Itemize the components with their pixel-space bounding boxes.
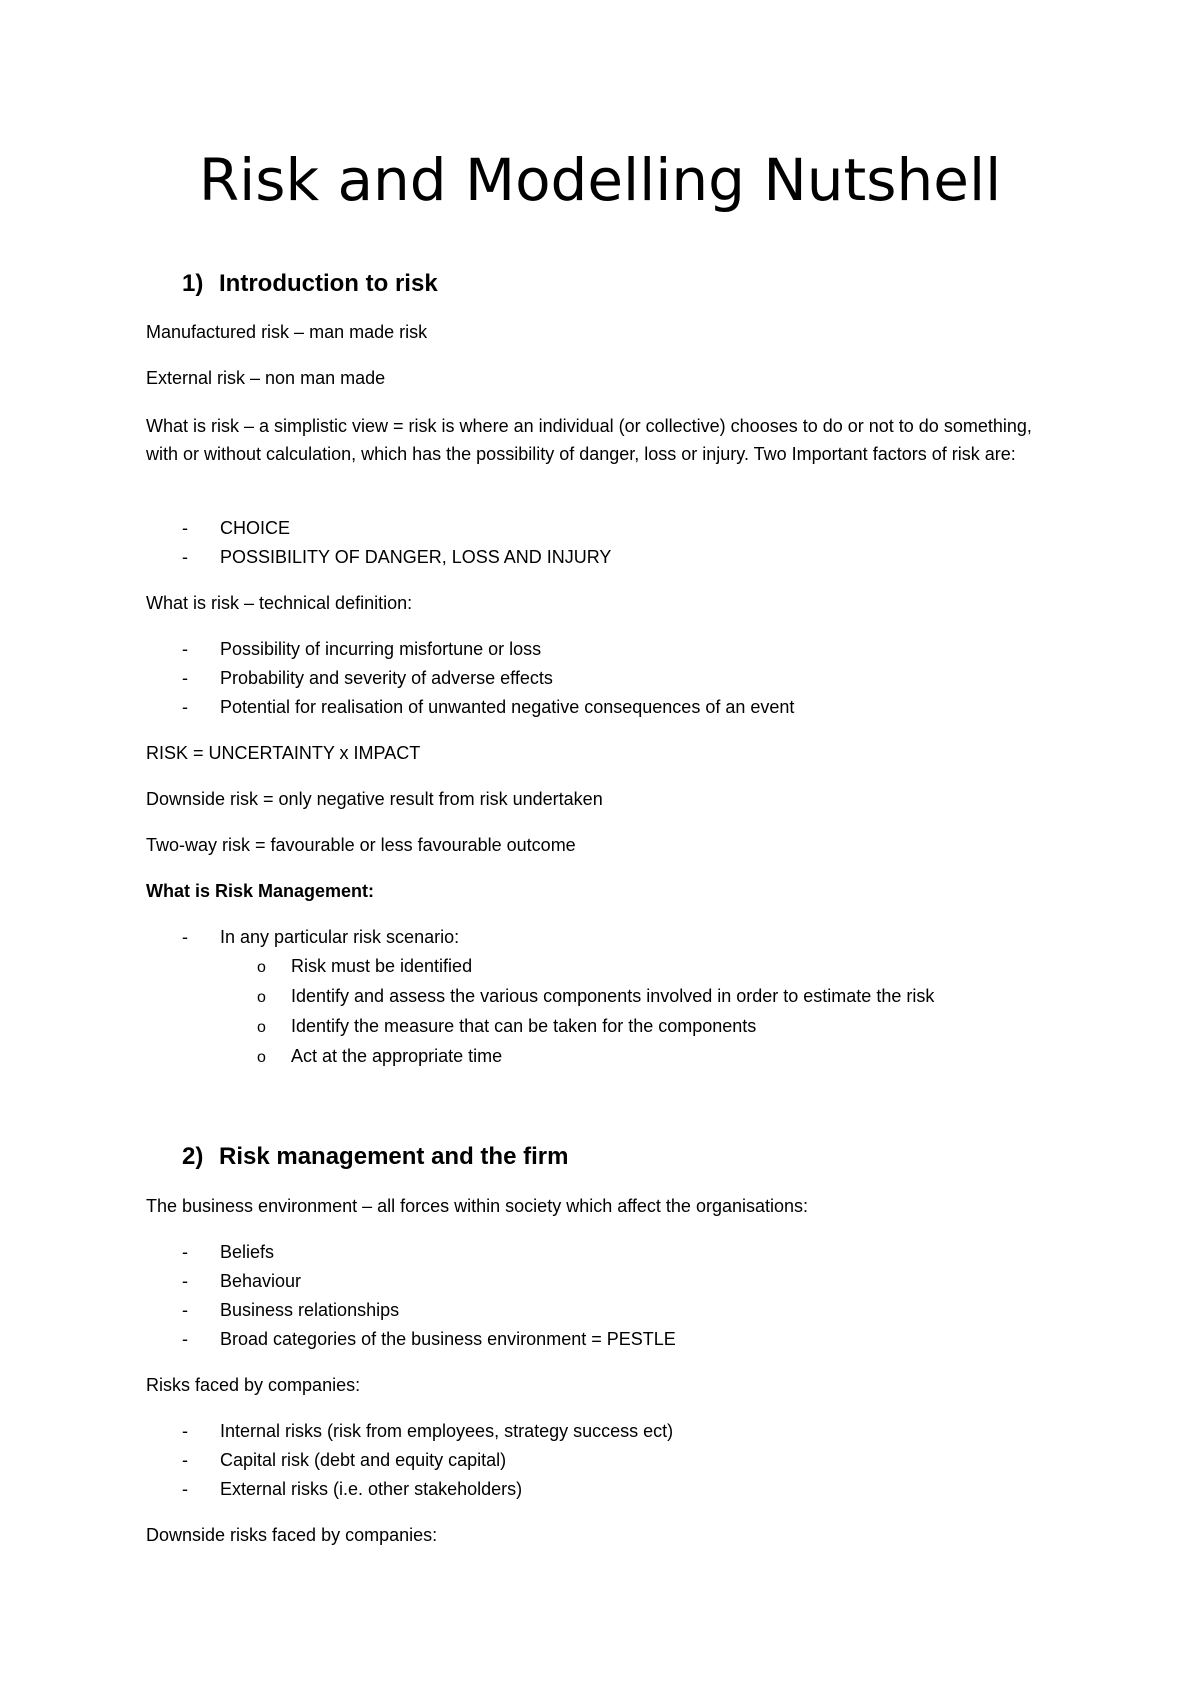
dash-bullet: - [182,1300,188,1320]
circle-bullet: o [257,959,266,976]
circle-bullet: o [257,1049,266,1066]
dash-bullet: - [182,668,188,688]
simplistic-view-paragraph: What is risk – a simplistic view = risk is where an individual (or collective) chooses to do or not to do something, with or without calculation, which has the possibility of danger, loss or injury. Two Important factors of risk are: [146,416,1032,464]
risk-formula: RISK = UNCERTAINTY x IMPACT [146,743,421,763]
section-number: 2) [182,1143,204,1170]
risks-faced-label: Risks faced by companies: [146,1375,361,1395]
dash-bullet: - [182,697,188,717]
section-title: Risk management and the firm [219,1143,569,1170]
downside-risks-label: Downside risks faced by companies: [146,1525,438,1545]
dash-bullet: - [182,518,188,538]
business-environment-text: The business environment – all forces within society which affect the organisations: [146,1196,809,1216]
external-risk-text: External risk – non man made [146,368,386,388]
dash-bullet: - [182,1450,188,1470]
dash-bullet: - [182,547,188,567]
document-title: Risk and Modelling Nutshell [198,146,1002,214]
dash-bullet: - [182,1479,188,1499]
manufactured-risk-text: Manufactured risk – man made risk [146,322,428,342]
dash-bullet: - [182,1271,188,1291]
dash-bullet: - [182,1329,188,1349]
document-page: Risk and Modelling Nutshell 1) Introduction to risk Manufactured risk – man made risk External risk – non man made What is risk – a simplistic view = risk is where an individual (or collective) chooses to do or not to do something, with or without calculation, which has the possibility of danger, loss or injury. Two Important factors of risk are: - CHOICE - POSSIBILITY OF DANGER, LOSS AND INJURY What is risk – technical definition: - Possibility of incurring misfortune or loss - Probability and severity of adverse effects - Potential for realisation of unwanted negative consequences of an event RISK = UNCERTAINTY x IMPACT Downside risk = only negative result from risk undertaken Two-way risk = favourable or less favourable outcome What is Risk Management: - In any particular risk scenario: o Risk must be identified o Identify and assess the various components involved in order to estimate the risk o Identify the measure that can be taken for the components o Act at the appropriate time 2) Risk management and the firm The business environment – all forces within society which affect the organisations: - Beliefs - Behaviour - Business relationships - Broad categories of the business environment = PESTLE Risks faced by companies: - Internal risks (risk from employees, strategy success ect) - Capital risk (debt and equity capital) - External risks (i.e. other stakeholders) Downside risks faced by companies: [0,0,1200,1698]
two-way-risk-text: Two-way risk = favourable or less favourable outcome [146,835,576,855]
circle-bullet: o [257,1019,266,1036]
circle-bullet: o [257,989,266,1006]
dash-bullet: - [182,927,188,947]
dash-bullet: - [182,1421,188,1441]
dash-bullet: - [182,639,188,659]
section-title: Introduction to risk [219,270,438,297]
technical-definition-label: What is risk – technical definition: [146,593,413,613]
dash-bullet: - [182,1242,188,1262]
downside-risk-text: Downside risk = only negative result from risk undertaken [146,789,603,809]
risk-management-heading: What is Risk Management: [146,881,375,901]
section-number: 1) [182,270,204,297]
